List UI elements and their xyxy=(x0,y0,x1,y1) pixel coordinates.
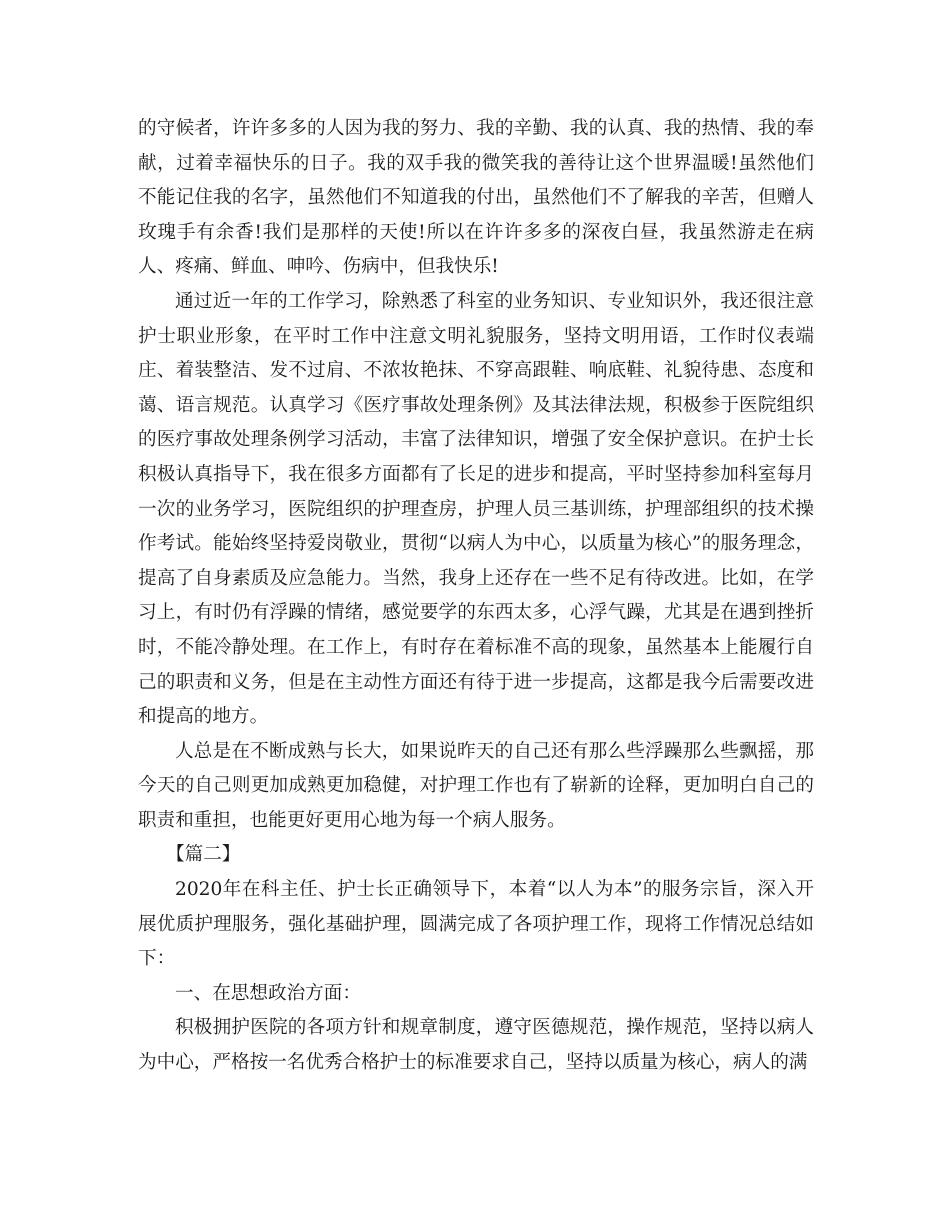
paragraph-continuation: 的守候者，许许多多的人因为我的努力、我的辛勤、我的认真、我的热情、我的奉献，过着幸福快乐的日子。我的双手我的微笑我的善待让这个世界温暖!虽然他们不能记住我的名字，虽然他们不知道我的付出，虽然他们不了解我的辛苦，但赠人玫瑰手有余香!我们是那样的天使!所以在许许多多的深夜白昼，我虽然游走在病人、疼痛、鲜血、呻吟、伤病中，但我快乐! xyxy=(138,118,814,278)
subheading-political: 一、在思想政治方面： xyxy=(175,982,361,1004)
document-body xyxy=(138,112,814,1081)
paragraph-work-study: 通过近一年的工作学习，除熟悉了科室的业务知识、专业知识外，我还很注意护士职业形象，在平时工作中注意文明礼貌服务，坚持文明用语，工作时仪表端庄、着装整洁、发不过肩、不浓妆艳抹、不穿高跟鞋、响底鞋、礼貌待患、态度和蔼、语言规范。认真学习《医疗事故处理条例》及其法律法规，积极参于医院组织的医疗事故处理条例学习活动，丰富了法律知识，增强了安全保护意识。在护士长积极认真指导下，我在很多方面都有了长足的进步和提高，平时坚持参加科室每月一次的业务学习，医院组织的护理查房，护理人员三基训练，护理部组织的技术操作考试。能始终坚持爱岗敬业，贯彻“以病人为中心，以质量为核心”的服务理念，提高了自身素质及应急能力。当然，我身上还存在一些不足有待改进。比如，在学习上，有时仍有浮躁的情绪，感觉要学的东西太多，心浮气躁，尤其是在遇到挫折时，不能冷静处理。在工作上，有时存在着标准不高的现象，虽然基本上能履行自己的职责和义务，但是在主动性方面还有待于进一步提高，这都是我今后需要改进和提高的地方。 xyxy=(138,290,814,728)
paragraph-political: 积极拥护医院的各项方针和规章制度，遵守医德规范，操作规范，坚持以病人为中心，严格按一名优秀合格护士的标准要求自己，坚持以质量为核心，病人的满 xyxy=(138,1017,814,1074)
paragraph-intro-2020: 2020年在科主任、护士长正确领导下，本着“以人为本”的服务宗旨，深入开展优质护理服务，强化基础护理，圆满完成了各项护理工作，现将工作情况总结如下： xyxy=(138,879,814,970)
section-heading: 【篇二】 xyxy=(166,844,241,866)
paragraph-growth: 人总是在不断成熟与长大，如果说昨天的自己还有那么些浮躁那么些飘摇，那今天的自己则更加成熟更加稳健，对护理工作也有了崭新的诠释，更加明白自己的职责和重担，也能更好更用心地为每一个病人服务。 xyxy=(138,740,814,831)
